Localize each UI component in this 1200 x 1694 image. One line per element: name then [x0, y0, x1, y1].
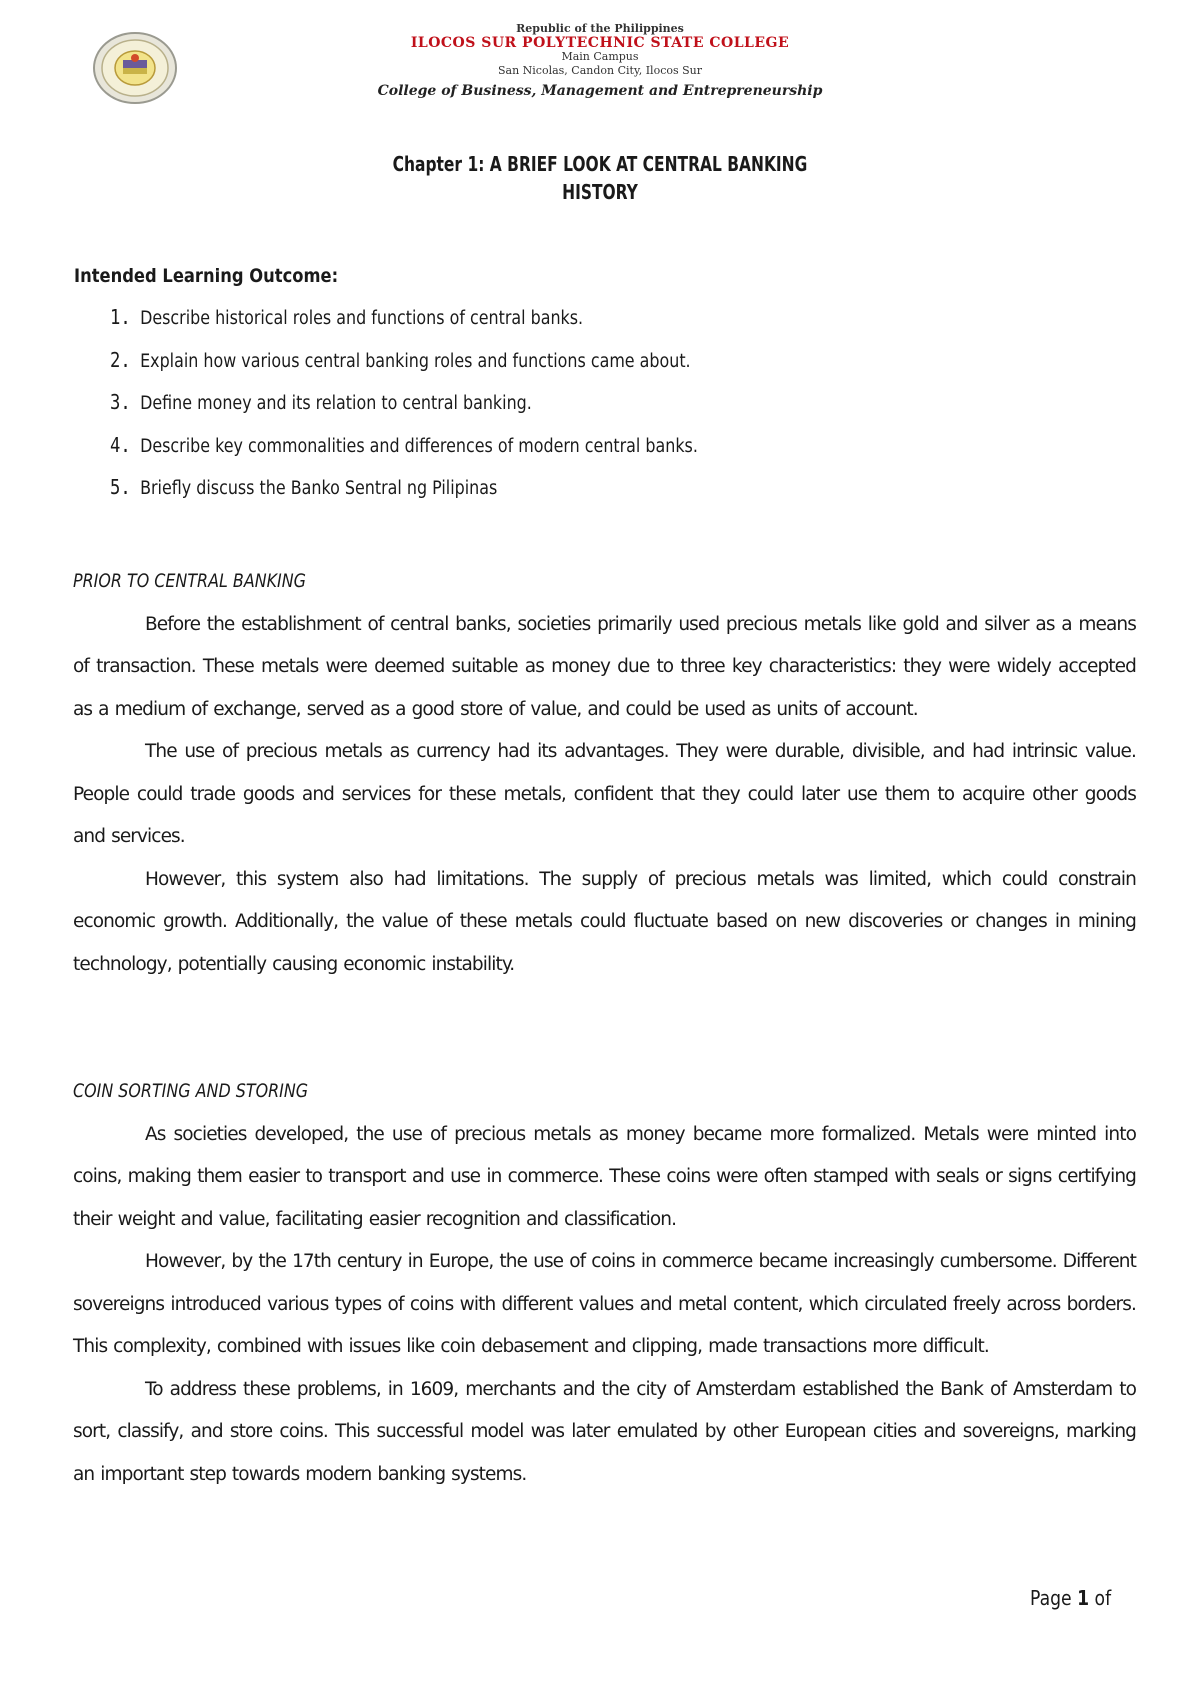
header-text-block — [300, 22, 900, 100]
republic-label: Republic of the Philippines — [516, 22, 684, 35]
chapter-title-line-2: HISTORY — [562, 180, 638, 204]
list-item-number: 1. — [110, 305, 131, 329]
page-of-label: of — [1094, 1586, 1112, 1610]
list-item — [110, 433, 698, 476]
list-item — [110, 305, 698, 348]
page-label: Page — [1030, 1586, 1072, 1610]
learning-outcome-list — [110, 305, 794, 518]
section-heading: COIN SORTING AND STORING — [73, 1081, 309, 1102]
list-item-text: Define money and its relation to central banking. — [140, 393, 532, 414]
chapter-title — [299, 150, 901, 206]
list-item-number: 2. — [110, 347, 131, 372]
list-item-number: 3. — [110, 390, 131, 414]
list-item-text: Explain how various central banking roles and functions came about. — [140, 350, 691, 372]
address-label: San Nicolas, Candon City, Ilocos Sur — [497, 64, 702, 77]
learning-outcome-heading: Intended Learning Outcome: — [74, 265, 339, 287]
paragraph: Before the establishment of central banks, societies primarily used precious metals like gold and silver as a means of transaction. These metals were deemed suitable as money due to three key characteristics: they were widely accepted as a medium of exchange, served as a good store of value, and could be used as units of account. — [73, 613, 1136, 720]
list-item-text: Describe key commonalities and differences of modern central banks. — [140, 435, 698, 457]
paragraph: However, this system also had limitations. The supply of precious metals was limited, which could constrain economic growth. Additionally, the value of these metals could fluctuate based on new discoveries or changes in mining technology, potentially causing economic instability. — [73, 868, 1136, 975]
document-header — [0, 0, 1200, 110]
paragraph: To address these problems, in 1609, merchants and the city of Amsterdam established the Bank of Amsterdam to sort, classify, and store coins. This successful model was later emulated by other European cities and sovereigns, marking an important step towards modern banking systems. — [73, 1378, 1136, 1485]
list-item-text: Describe historical roles and functions of central banks. — [140, 308, 584, 329]
list-item-number: 4. — [110, 432, 131, 457]
college-seal-icon — [92, 30, 178, 106]
chapter-title-line-1: Chapter 1: A BRIEF LOOK AT CENTRAL BANKING — [392, 152, 808, 176]
list-item-text: Briefly discuss the Banko Sentral ng Pilipinas — [140, 478, 498, 499]
department-label: College of Business, Management and Entrepreneurship — [377, 83, 823, 99]
page-number: 1 — [1077, 1586, 1090, 1610]
list-item — [110, 348, 698, 391]
paragraph: As societies developed, the use of precious metals as money became more formalized. Metals were minted into coins, making them easier to transport and use in commerce. These coins were often stamped with seals or signs certifying their weight and value, facilitating easier recognition and classification. — [73, 1123, 1136, 1230]
section-heading: PRIOR TO CENTRAL BANKING — [73, 571, 306, 592]
section-coin-sorting-and-storing — [73, 1071, 1136, 1496]
page-footer — [1030, 1586, 1111, 1610]
campus-label: Main Campus — [561, 50, 639, 63]
section-prior-to-central-banking — [73, 561, 1136, 986]
paragraph: The use of precious metals as currency had its advantages. They were durable, divisible, and had intrinsic value. People could trade goods and services for these metals, confident that they could later use them to acquire other goods and services. — [73, 741, 1136, 847]
college-name: ILOCOS SUR POLYTECHNIC STATE COLLEGE — [410, 35, 790, 51]
paragraph: However, by the 17th century in Europe, the use of coins in commerce became increasingly cumbersome. Different sovereigns introduced various types of coins with different values and metal content, which circulated freely across borders. This complexity, combined with issues like coin debasement and clipping, made transactions more difficult. — [73, 1251, 1136, 1357]
list-item — [110, 475, 698, 518]
list-item — [110, 390, 698, 433]
list-item-number: 5. — [110, 475, 131, 499]
